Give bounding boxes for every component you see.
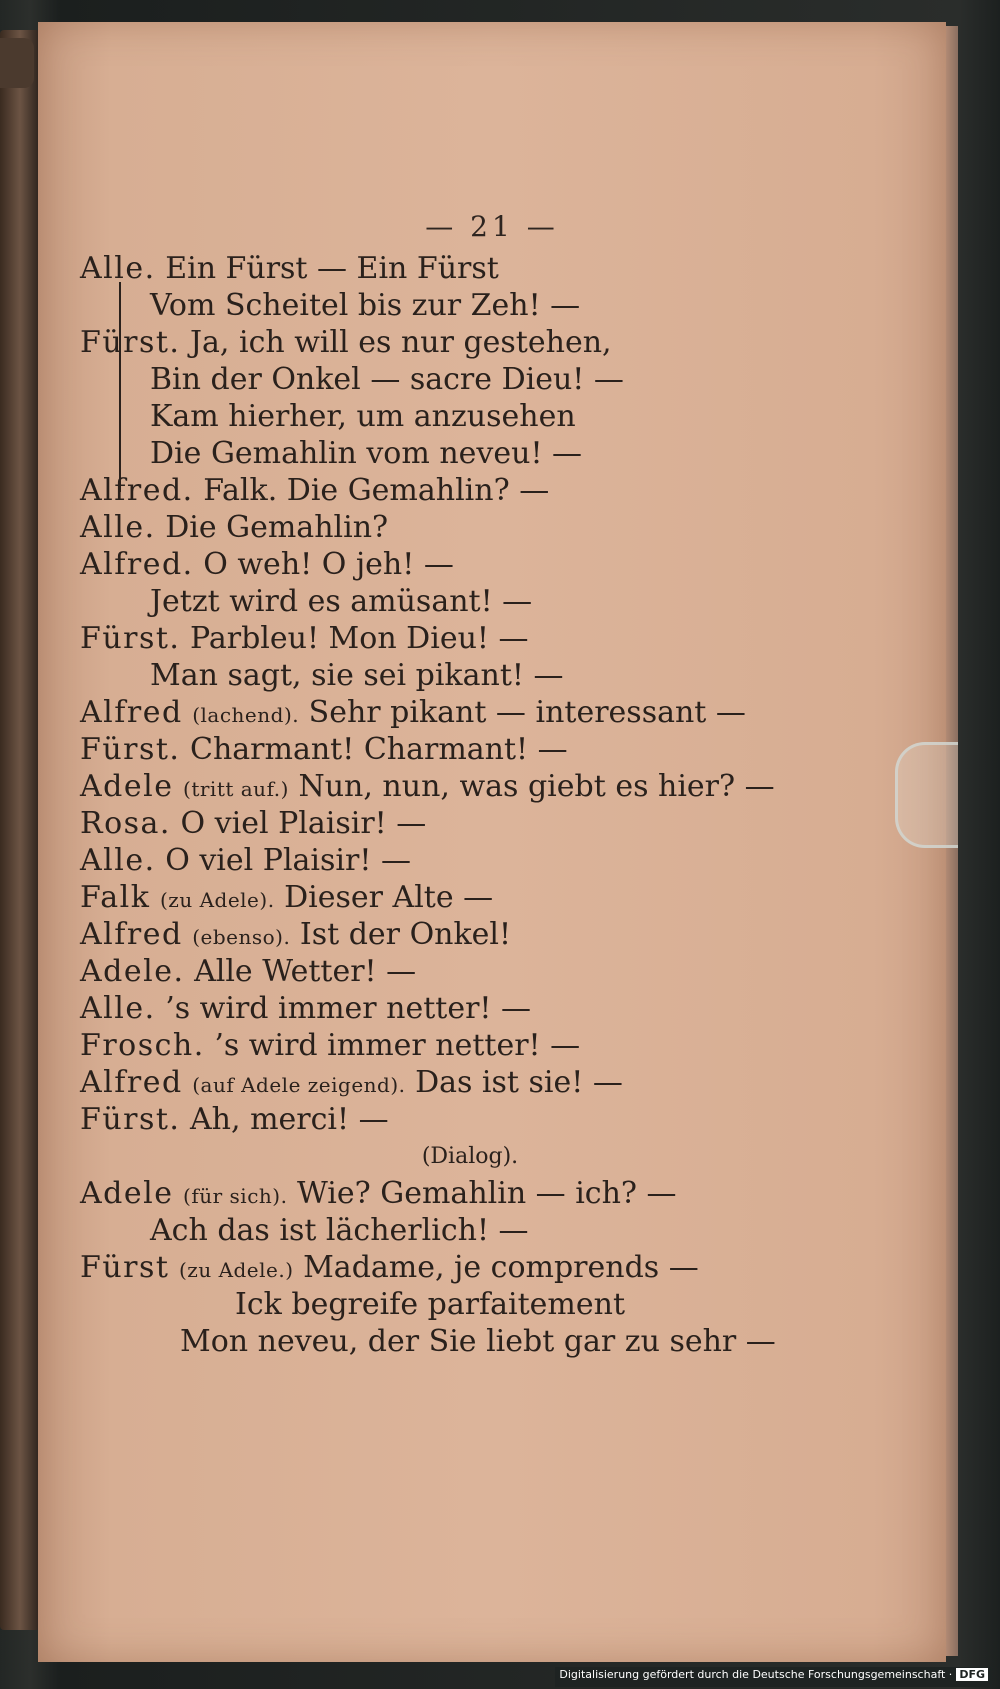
speaker-name: Alfred. [80,473,194,508]
text-line [80,509,860,546]
text-line [80,324,860,361]
dfg-logo: DFG [956,1668,988,1681]
speaker-name: Rosa. [80,806,171,841]
stage-direction: (ebenso). [192,925,291,949]
text-line [80,361,860,398]
stage-direction: (auf Adele zeigend). [192,1073,406,1097]
verse-text: (Dialog). [421,1144,519,1169]
text-line [80,768,860,805]
text-line [80,620,860,657]
speaker-name: Frosch. [80,1028,205,1063]
text-line [80,1249,860,1286]
text-line [80,472,860,509]
verse-text: Mon neveu, der Sie liebt gar zu sehr — [180,1324,776,1359]
verse-text: Alle Wetter! — [194,954,417,989]
verse-text: Ach das ist lächerlich! — [150,1213,529,1248]
text-line [80,250,860,287]
verse-text: Parbleu! Mon Dieu! — [190,621,529,656]
text-line [80,953,860,990]
text-line [80,990,860,1027]
speaker-name: Alfred [80,1065,183,1100]
stage-direction: (für sich). [183,1184,288,1208]
verse-text: Kam hierher, um anzusehen [150,399,576,434]
verse-text: Ick begreife parfaitement [235,1287,626,1322]
speaker-name: Adele [80,1176,174,1211]
speaker-name: Fürst. [80,732,181,767]
verse-text: O viel Plaisir! — [165,843,411,878]
verse-text: Das ist sie! — [415,1065,623,1100]
verse-text: Die Gemahlin vom neveu! — [150,436,583,471]
book-spine [0,30,40,1630]
stage-direction: (zu Adele.) [178,1258,294,1282]
speaker-name: Fürst. [80,1102,181,1137]
text-line [80,1212,860,1249]
verse-text: Die Gemahlin? [165,510,389,545]
verse-text: Falk. Die Gemahlin? — [203,473,550,508]
spine-band [0,38,34,88]
verse-text: Ah, merci! — [190,1102,389,1137]
credit-text: Digitalisierung gefördert durch die Deutsche Forschungsgemeinschaft · [559,1668,953,1681]
page-clip [895,742,958,848]
speaker-name: Alle. [80,843,156,878]
text-line [80,805,860,842]
text-line [80,1286,860,1323]
verse-text: O viel Plaisir! — [180,806,427,841]
verse-text: Charmant! Charmant! — [190,732,568,767]
speaker-name: Adele [80,769,174,804]
digitization-credit [555,1667,992,1687]
text-line [80,1064,860,1101]
speaker-name: Fürst [80,1250,170,1285]
verse-text: Jetzt wird es amüsant! — [150,584,533,619]
verse-text: Wie? Gemahlin — ich? — [296,1176,677,1211]
text-line [80,287,860,324]
verse-text: Man sagt, sie sei pikant! — [150,658,564,693]
speaker-name: Alfred. [80,547,194,582]
verse-text: Vom Scheitel bis zur Zeh! — [150,288,581,323]
stage-direction: (lachend). [192,703,300,727]
text-line [80,583,860,620]
verse-text: Madame, je comprends — [303,1250,699,1285]
speaker-name: Alle. [80,991,156,1026]
speaker-name: Alfred [80,917,183,952]
speaker-name: Fürst. [80,621,181,656]
text-line [80,546,860,583]
speaker-name: Alfred [80,695,183,730]
text-line [80,1138,860,1175]
text-line [80,1323,860,1360]
text-line [80,694,860,731]
speaker-name: Fürst. [80,325,181,360]
stage-direction: (zu Adele). [160,888,275,912]
speaker-name: Falk [80,880,151,915]
text-line [80,657,860,694]
text-line [80,1175,860,1212]
verse-text: ’s wird immer netter! — [165,991,532,1026]
verse-text: ’s wird immer netter! — [214,1028,581,1063]
stage-direction: (tritt auf.) [183,777,289,801]
page-number: — 21 — [425,210,559,243]
text-line [80,916,860,953]
speaker-name: Alle. [80,251,156,286]
text-line [80,398,860,435]
text-line [80,879,860,916]
verse-text: Ja, ich will es nur gestehen, [190,325,612,360]
verse-text: Bin der Onkel — sacre Dieu! — [150,362,624,397]
verse-text: Nun, nun, was giebt es hier? — [298,769,775,804]
text-line [80,731,860,768]
text-line [80,1101,860,1138]
verse-text: Ein Fürst — Ein Fürst [165,251,499,286]
speaker-name: Adele. [80,954,185,989]
verse-text: Dieser Alte — [284,880,494,915]
speaker-name: Alle. [80,510,156,545]
libretto-text [80,250,860,1360]
text-line [80,842,860,879]
text-line [80,1027,860,1064]
text-line [80,435,860,472]
verse-text: Sehr pikant — interessant — [308,695,746,730]
verse-text: Ist der Onkel! [299,917,512,952]
verse-text: O weh! O jeh! — [203,547,454,582]
